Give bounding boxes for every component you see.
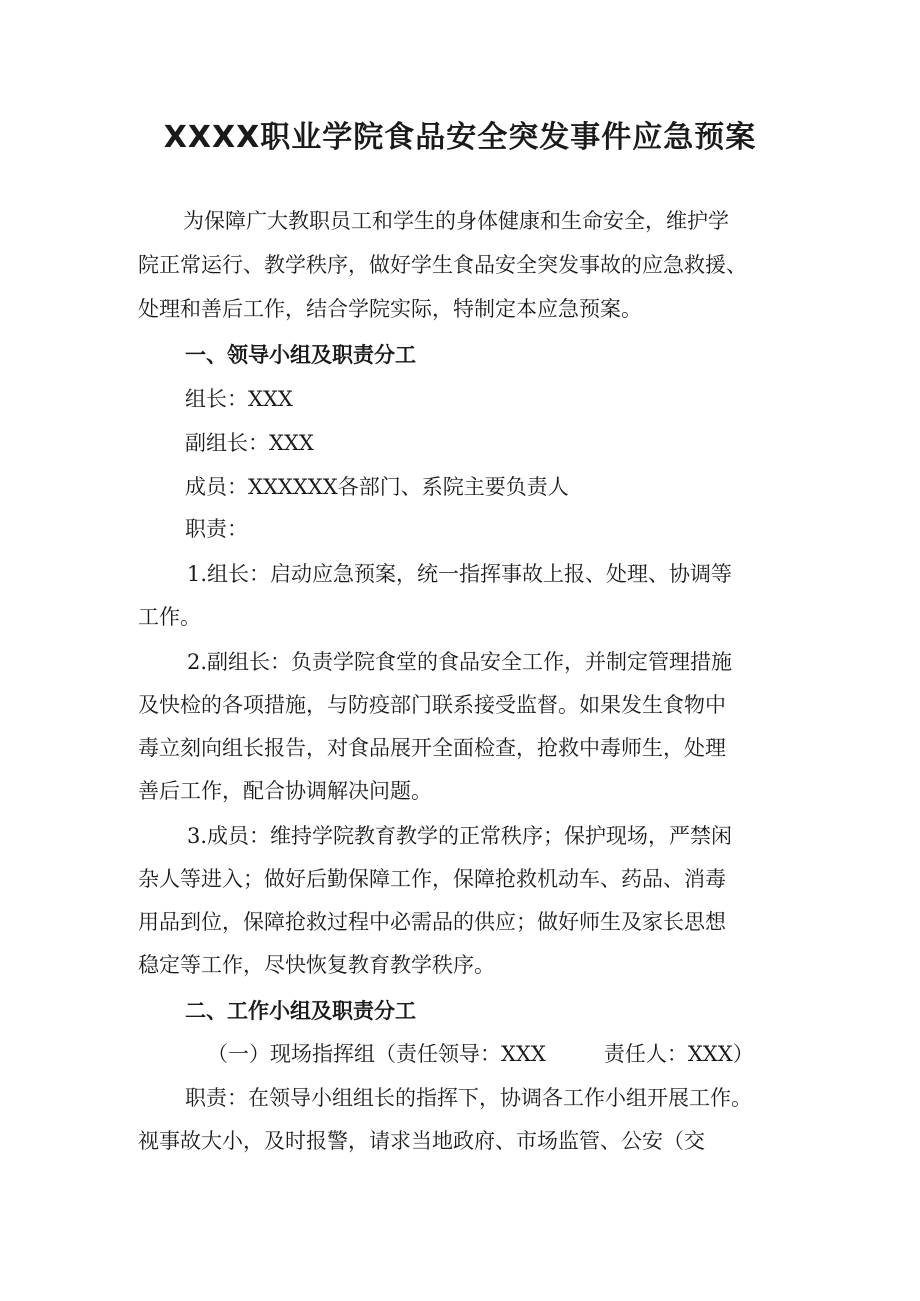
duty-3-line-4: 稳定等工作，尽快恢复教育教学秩序。 xyxy=(138,953,495,977)
deputy-leader-line: 副组长：XXX xyxy=(185,431,314,455)
duty-2-line-1: 2.副组长：负责学院食堂的食品安全工作，并制定管理措施 xyxy=(187,650,733,674)
leader-line: 组长：XXX xyxy=(185,387,293,411)
document-title: XXXX职业学院食品安全突发事件应急预案 xyxy=(163,120,757,155)
intro-line-3: 处理和善后工作，结合学院实际，特制定本应急预案。 xyxy=(138,297,642,321)
group-1-responsible: 责任人：XXX） xyxy=(603,1042,754,1066)
members-line: 成员：XXXXXX各部门、系院主要负责人 xyxy=(185,475,569,499)
duty-3-line-3: 用品到位，保障抢救过程中必需品的供应；做好师生及家长思想 xyxy=(138,910,726,934)
duties-label: 职责： xyxy=(185,517,248,541)
duty-1-line-2: 工作。 xyxy=(138,605,201,629)
intro-line-2: 院正常运行、教学秩序，做好学生食品安全突发事故的应急救援、 xyxy=(138,253,747,277)
duty-2-line-2: 及快检的各项措施，与防疫部门联系接受监督。如果发生食物中 xyxy=(138,693,726,717)
duty-3-line-1: 3.成员：维持学院教育教学的正常秩序；保护现场，严禁闲 xyxy=(187,824,733,848)
group-1-duty-line-2: 视事故大小，及时报警，请求当地政府、市场监管、公安（交 xyxy=(138,1129,705,1153)
section-2-heading: 二、工作小组及职责分工 xyxy=(185,999,416,1023)
section-1-heading: 一、领导小组及职责分工 xyxy=(185,343,416,367)
group-1-leader: （一）现场指挥组（责任领导：XXX xyxy=(207,1042,546,1066)
duty-2-line-4: 善后工作，配合协调解决问题。 xyxy=(138,779,432,803)
duty-1-line-1: 1.组长：启动应急预案，统一指挥事故上报、处理、协调等 xyxy=(187,562,733,586)
group-1-duty-line-1: 职责：在领导小组组长的指挥下，协调各工作小组开展工作。 xyxy=(185,1086,752,1110)
duty-3-line-2: 杂人等进入；做好后勤保障工作，保障抢救机动车、药品、消毒 xyxy=(138,867,726,891)
group-1-heading xyxy=(207,1039,754,1069)
duty-2-line-3: 毒立刻向组长报告，对食品展开全面检查，抢救中毒师生，处理 xyxy=(138,736,726,760)
intro-line-1: 为保障广大教职员工和学生的身体健康和生命安全，维护学 xyxy=(183,209,729,233)
